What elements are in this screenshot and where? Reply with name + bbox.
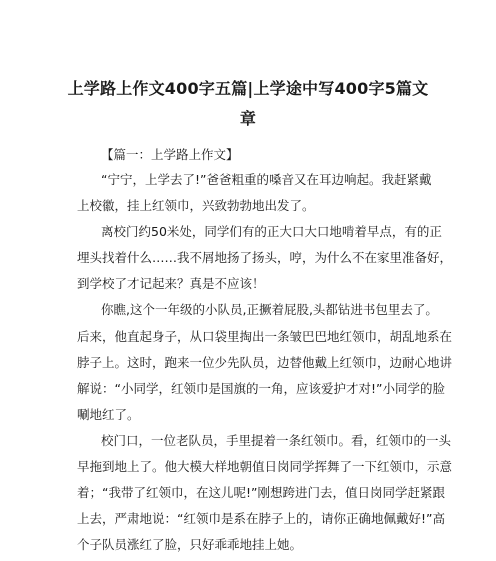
text-line: 到学校了才记起来？真是不应该！ (77, 276, 265, 291)
text-line: 校门口，一位老队员，手里提着一条红领巾。看，红领巾的一头 (101, 433, 452, 448)
text-line: 个子队员涨红了脸，只好乖乖地挂上她。 (77, 537, 303, 552)
document-title (40, 74, 456, 134)
text-line: 脖子上。这时，跑来一位少先队员，边替他戴上红领巾，边耐心地讲 (77, 355, 453, 370)
text-line: 埋头找着什么……我不屑地扬了扬头，哼，为什么不在家里准备好， (77, 250, 453, 265)
text-line: “宁宁，上学去了!”爸爸粗重的嗓音又在耳边响起。我赶紧戴 (101, 172, 432, 187)
text-line: 解说：“小同学，红领巾是国旗的一角，应该爱护才对!”小同学的脸 (77, 381, 445, 396)
text-line: 着；“我带了红领巾，在这儿呢!”刚想跨进门去，值日岗同学赶紧跟 (77, 485, 445, 500)
text-line: 唰地红了。 (77, 407, 140, 422)
title-line-2: 章 (239, 109, 257, 128)
text-line: 上去，严肃地说：“红领巾是系在脖子上的，请你正确地佩戴好!”高 (77, 511, 445, 526)
title-line-1: 上学路上作文400字五篇|上学途中写400字5篇文 (67, 79, 429, 98)
text-line: 你瞧,这个一年级的小队员,正撅着屁股,头都钻进书包里去了。 (101, 302, 438, 317)
text-line: 早拖到地上了。他大模大样地朝值日岗同学挥舞了一下红领巾，示意 (77, 459, 453, 474)
text-line: 上校徽，挂上红领巾，兴致勃勃地出发了。 (77, 198, 315, 213)
section-heading: 【篇一：上学路上作文】 (101, 147, 239, 162)
text-line: 后来，他直起身子，从口袋里掏出一条皱巴巴地红领巾，胡乱地系在 (77, 329, 453, 344)
text-line: 离校门约50米处，同学们有的正大口大口地啃着早点，有的正 (101, 224, 442, 239)
